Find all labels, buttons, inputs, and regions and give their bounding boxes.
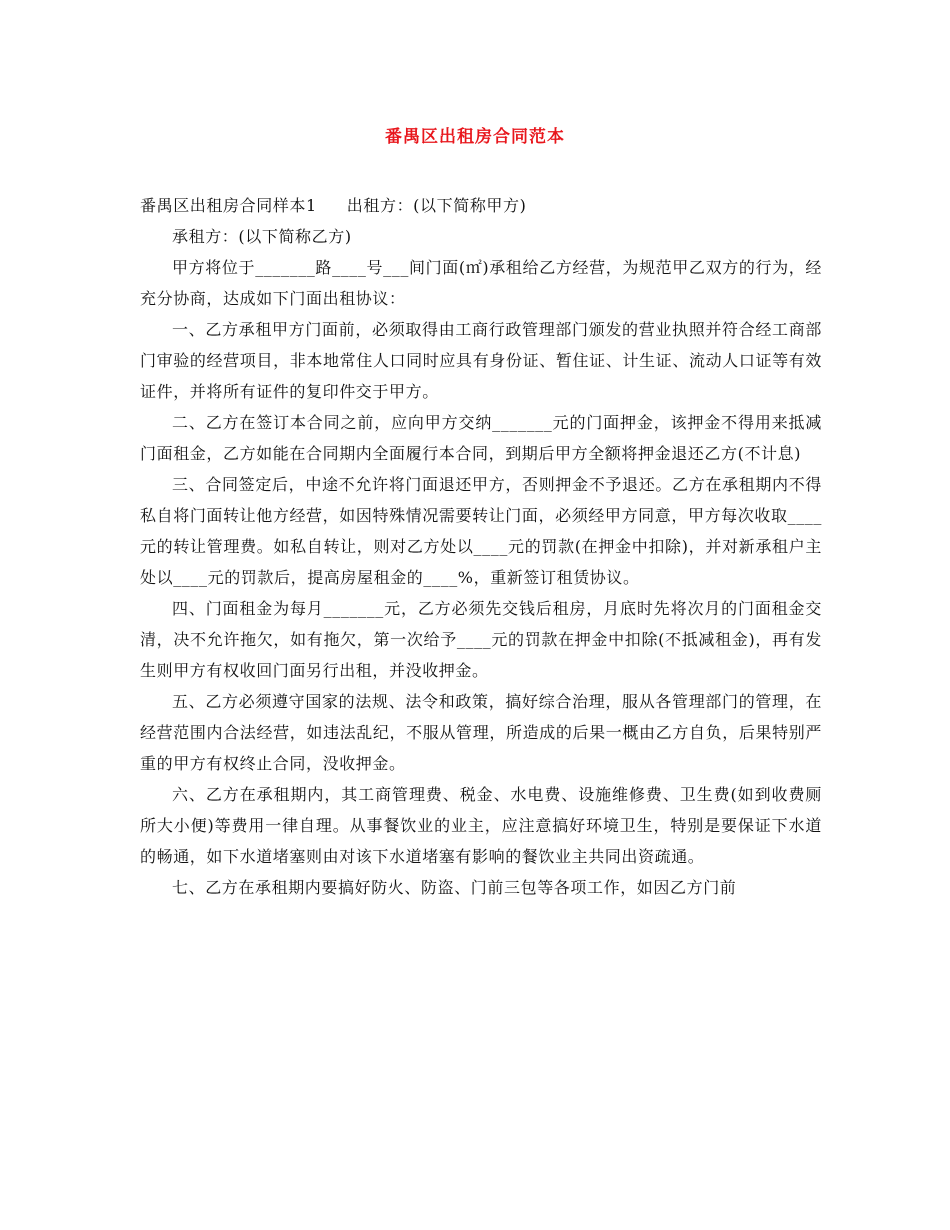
intro-sample-label: 番禺区出租房合同样本1 [140, 196, 317, 215]
clause-6: 六、乙方在承租期内，其工商管理费、税金、水电费、设施维修费、卫生费(如到收费厕所大小便)等费用一律自理。从事餐饮业的业主，应注意搞好环境卫生，特别是要保证下水道的畅通，如下水道堵塞则由对该下水道堵塞有影响的餐饮业主共同出资疏通。 [140, 785, 822, 866]
clause-2: 二、乙方在签订本合同之前，应向甲方交纳_______元的门面押金，该押金不得用来抵减门面租金，乙方如能在合同期内全面履行本合同，到期后甲方全额将押金退还乙方(不计息) [140, 413, 822, 463]
intro-line [140, 190, 822, 221]
lessor-label: 出租方：(以下简称甲方) [346, 196, 527, 215]
clause-4: 四、门面租金为每月_______元，乙方必须先交钱后租房，月底时先将次月的门面租金交清，决不允许拖欠，如有拖欠，第一次给予____元的罚款在押金中扣除(不抵减租金)，再有发生则甲方有权收回门面另行出租，并没收押金。 [140, 599, 822, 680]
clause-3: 三、合同签定后，中途不允许将门面退还甲方，否则押金不予退还。乙方在承租期内不得私自将门面转让他方经营，如因特殊情况需要转让门面，必须经甲方同意，甲方每次收取____元的转让管理费。如私自转让，则对乙方处以____元的罚款(在押金中扣除)，并对新承租户主处以____元的罚款后，提高房屋租金的____%，重新签订租赁协议。 [140, 475, 822, 587]
paragraph-premises: 甲方将位于_______路____号___间门面(㎡)承租给乙方经营，为规范甲乙双方的行为，经充分协商，达成如下门面出租协议： [140, 258, 822, 308]
document-body [140, 190, 822, 903]
clause-7: 七、乙方在承租期内要搞好防火、防盗、门前三包等各项工作，如因乙方门前 [172, 878, 737, 897]
clause-5: 五、乙方必须遵守国家的法规、法令和政策，搞好综合治理，服从各管理部门的管理，在经营范围内合法经营，如违法乱纪，不服从管理，所造成的后果一概由乙方自负，后果特别严重的甲方有权终止合同，没收押金。 [140, 692, 822, 773]
document-title: 番禺区出租房合同范本 [385, 127, 565, 147]
paragraph-lessee: 承租方：(以下简称乙方) [172, 227, 352, 246]
clause-1: 一、乙方承租甲方门面前，必须取得由工商行政管理部门颁发的营业执照并符合经工商部门审验的经营项目，非本地常住人口同时应具有身份证、暂住证、计生证、流动人口证等有效证件，并将所有证件的复印件交于甲方。 [140, 320, 822, 401]
